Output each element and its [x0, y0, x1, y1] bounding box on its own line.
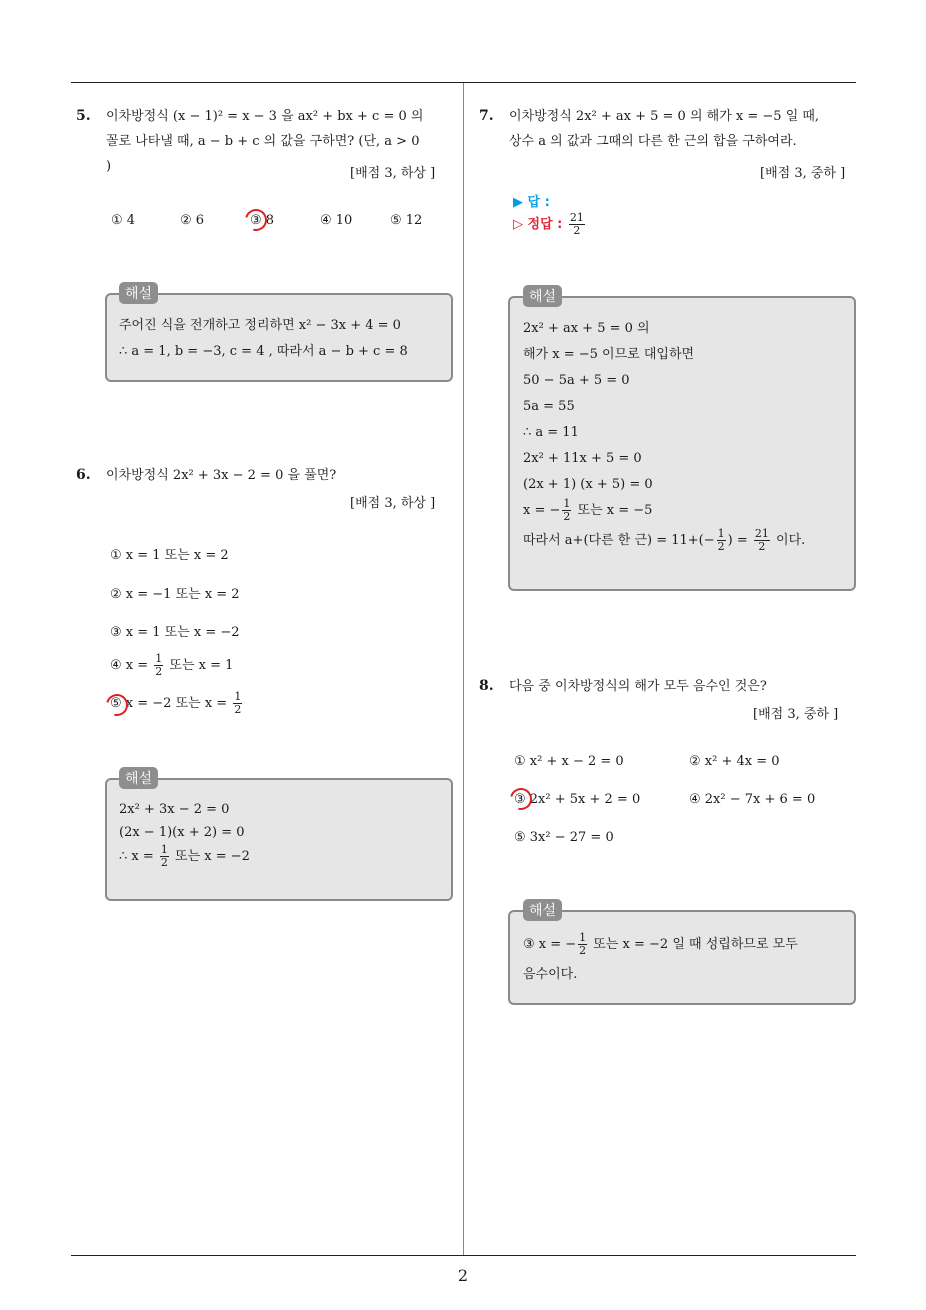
option-4[interactable] — [110, 653, 233, 678]
question-line: 이차방정식 2x² + ax + 5 = 0 의 해가 x = −5 일 때, — [509, 109, 820, 124]
option-5[interactable]: ⑤ 12 — [390, 213, 423, 228]
question-text: 이차방정식 2x² + 3x − 2 = 0 을 풀면? — [106, 468, 337, 483]
question-number: 8. — [479, 678, 494, 694]
question-line: ) — [106, 159, 112, 174]
solution-line — [523, 932, 798, 962]
option-text: 또는 x = 1 — [165, 658, 234, 673]
solution-label: 해설 — [523, 285, 562, 307]
frac-den: 2 — [758, 540, 766, 553]
solution-line: 5a = 55 — [523, 399, 575, 414]
column-divider — [463, 83, 464, 1255]
solution-box — [508, 296, 856, 591]
frac-den: 2 — [155, 665, 163, 678]
solution-text: 이다. — [771, 533, 806, 548]
fraction — [154, 653, 163, 678]
question-text: 다음 중 이차방정식의 해가 모두 음수인 것은? — [509, 679, 767, 694]
option-4[interactable]: ④ 2x² − 7x + 6 = 0 — [689, 792, 816, 807]
frac-num: 1 — [717, 527, 725, 540]
solution-text: 또는 x = −2 — [170, 849, 250, 864]
solution-line: ∴ a = 11 — [523, 425, 579, 440]
option-4[interactable]: ④ 10 — [320, 213, 353, 228]
question-number: 5. — [76, 108, 91, 124]
solution-box — [508, 910, 856, 1005]
option-1[interactable]: ① x = 1 또는 x = 2 — [110, 548, 229, 563]
frac-num: 1 — [160, 843, 168, 856]
solution-text: ) = — [727, 533, 752, 548]
score-label: [배점 3, 중하 ] — [760, 166, 846, 181]
option-1[interactable]: ① 4 — [111, 213, 136, 228]
solution-line: 주어진 식을 전개하고 정리하면 x² − 3x + 4 = 0 — [119, 318, 401, 333]
solution-line: (2x + 1) (x + 5) = 0 — [523, 477, 653, 492]
solution-box — [105, 778, 453, 901]
frac-den: 2 — [160, 856, 168, 869]
option-2[interactable]: ② 6 — [180, 213, 205, 228]
solution-line: ∴ a = 1, b = −3, c = 4 , 따라서 a − b + c = 8 — [119, 344, 408, 359]
question-number: 7. — [479, 108, 494, 124]
option-3[interactable]: ③ 8 — [250, 213, 275, 228]
frac-den: 2 — [579, 944, 587, 957]
fraction — [717, 528, 726, 553]
option-text: ⑤ x = −2 또는 x = — [110, 696, 232, 711]
frac-den: 2 — [717, 540, 725, 553]
frac-num: 21 — [569, 211, 584, 224]
page-number: 2 — [457, 1266, 469, 1285]
frac-num: 1 — [579, 931, 587, 944]
solution-line — [523, 528, 805, 558]
fraction — [569, 212, 585, 237]
fraction — [233, 691, 242, 716]
option-text: ④ x = — [110, 658, 153, 673]
selected-answer-circle — [506, 784, 536, 814]
option-3[interactable]: ③ 2x² + 5x + 2 = 0 — [514, 792, 641, 807]
question-number: 6. — [76, 467, 91, 483]
solution-label: 해설 — [523, 899, 562, 921]
frac-num: 1 — [234, 690, 242, 703]
option-3[interactable]: ③ x = 1 또는 x = −2 — [110, 625, 240, 640]
option-1[interactable]: ① x² + x − 2 = 0 — [514, 754, 624, 769]
bottom-rule — [71, 1255, 856, 1256]
solution-line — [523, 498, 805, 528]
fraction — [754, 528, 770, 553]
frac-den: 2 — [573, 224, 581, 237]
answer-input-label[interactable]: ▶ 답 : — [513, 195, 550, 210]
solution-line: (2x − 1)(x + 2) = 0 — [119, 825, 245, 840]
solution-box — [105, 293, 453, 382]
score-label: [배점 3, 중하 ] — [753, 707, 839, 722]
solution-text: x = − — [523, 503, 561, 518]
score-label: [배점 3, 하상 ] — [350, 166, 436, 181]
solution-line — [119, 844, 250, 869]
solution-text: ∴ x = — [119, 849, 158, 864]
frac-den: 2 — [563, 510, 571, 523]
question-line: 이차방정식 (x − 1)² = x − 3 을 ax² + bx + c = 0 의 — [106, 109, 424, 124]
solution-label: 해설 — [119, 282, 158, 304]
solution-text: 또는 x = −5 — [573, 503, 653, 518]
question-line: 상수 a 의 값과 그때의 다른 한 근의 합을 구하여라. — [509, 134, 797, 149]
solution-label: 해설 — [119, 767, 158, 789]
selected-answer-circle — [241, 205, 271, 235]
option-5[interactable]: ⑤ 3x² − 27 = 0 — [514, 830, 614, 845]
solution-text: 또는 x = −2 일 때 성립하므로 모두 — [589, 937, 798, 952]
option-2[interactable]: ② x = −1 또는 x = 2 — [110, 587, 240, 602]
option-5[interactable] — [110, 691, 244, 716]
frac-num: 1 — [155, 652, 163, 665]
frac-num: 1 — [563, 497, 571, 510]
solution-line: 2x² + ax + 5 = 0 의 — [523, 321, 650, 336]
solution-text: ③ x = − — [523, 937, 577, 952]
solution-text: 따라서 a+(다른 한 근) = 11+(− — [523, 533, 715, 548]
correct-answer — [513, 212, 587, 237]
frac-num: 21 — [754, 527, 769, 540]
solution-line: 2x² + 3x − 2 = 0 — [119, 802, 230, 817]
score-label: [배점 3, 하상 ] — [350, 496, 436, 511]
correct-label: ▷ 정답 : — [513, 217, 563, 232]
question-text — [509, 104, 819, 154]
question-line: 꼴로 나타낼 때, a − b + c 의 값을 구하면? (단, a > 0 — [106, 134, 420, 149]
option-2[interactable]: ② x² + 4x = 0 — [689, 754, 780, 769]
fraction — [160, 844, 169, 869]
solution-line: 2x² + 11x + 5 = 0 — [523, 451, 642, 466]
solution-line: 음수이다. — [523, 967, 578, 982]
fraction — [578, 932, 587, 957]
solution-line: 50 − 5a + 5 = 0 — [523, 373, 630, 388]
frac-den: 2 — [234, 703, 242, 716]
solution-line: 해가 x = −5 이므로 대입하면 — [523, 347, 695, 362]
fraction — [562, 498, 571, 523]
